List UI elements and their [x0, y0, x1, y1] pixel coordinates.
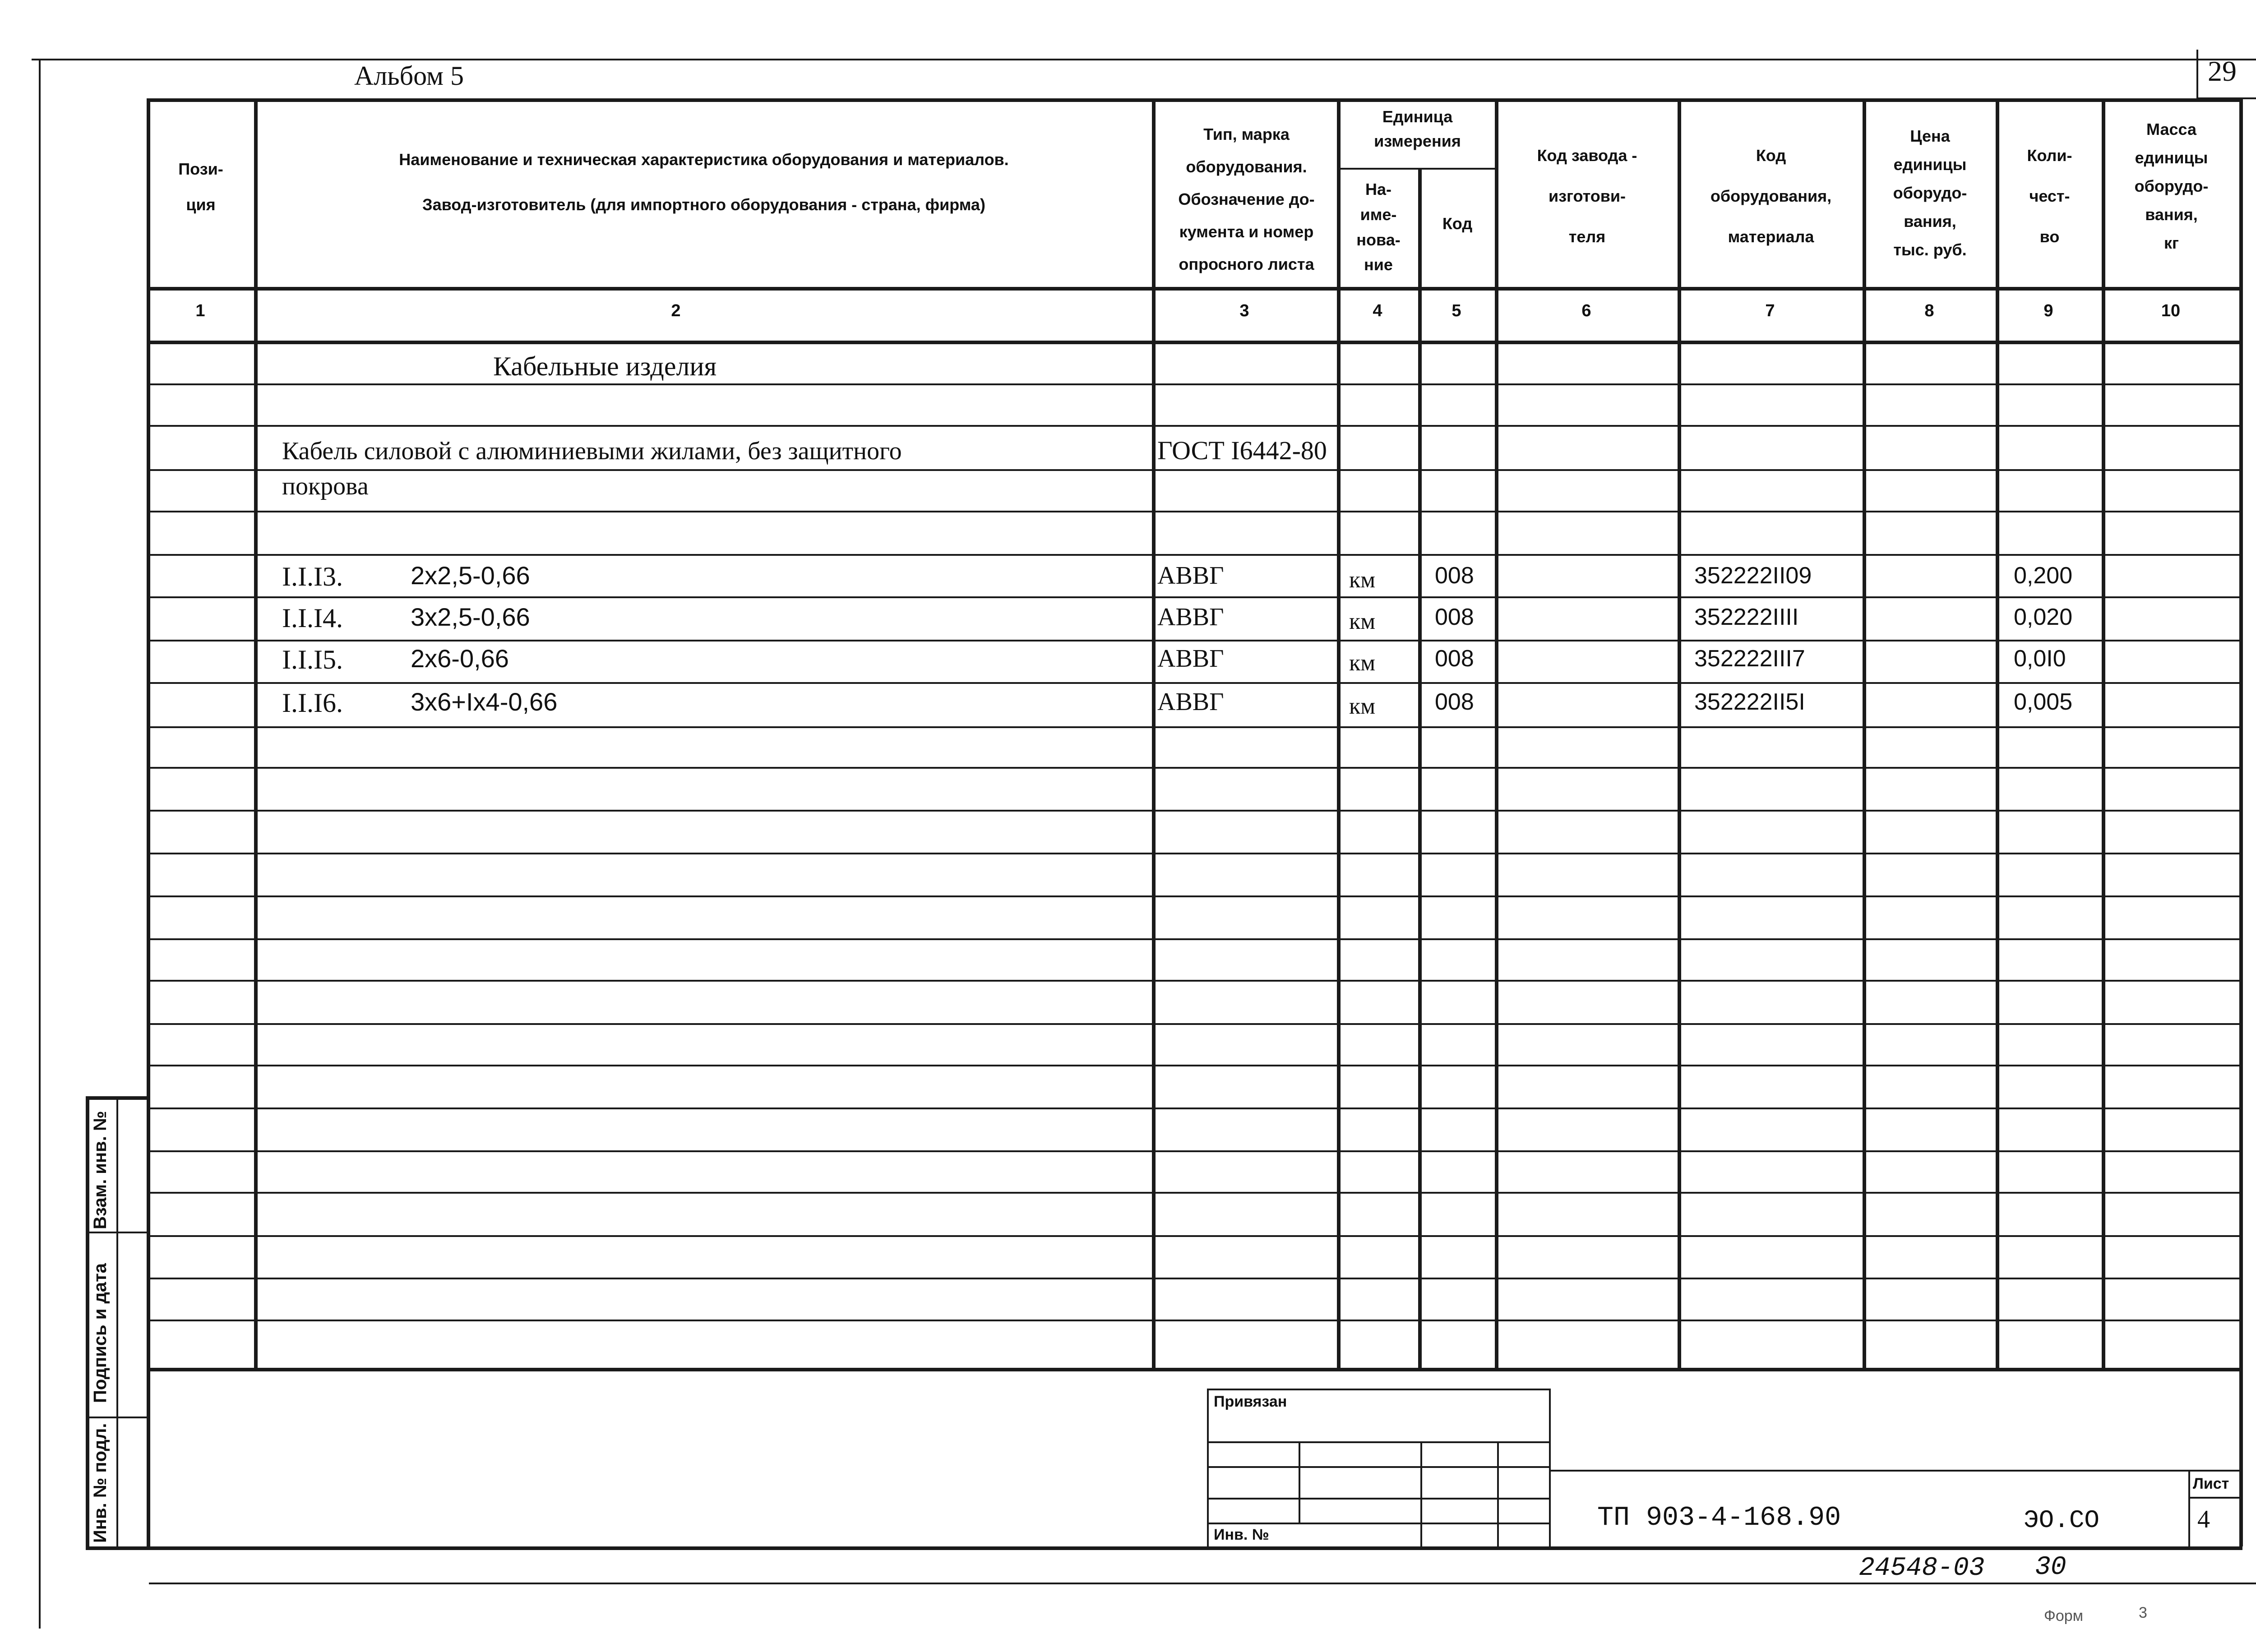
row-line-8 — [147, 726, 2240, 728]
description-line1: Кабель силовой с алюминиевыми жилами, без защитного — [282, 437, 902, 465]
row3-unit: км — [1349, 650, 1376, 676]
row1-quantity: 0,200 — [2014, 563, 2073, 589]
col-sep-7 — [1863, 98, 1866, 1368]
col-sep-9 — [2102, 98, 2105, 1368]
stamp-privyazan: Привязан — [1214, 1393, 1287, 1410]
header-plant-code: Код завода - изготови- теля — [1537, 146, 1637, 246]
colnum-3: 3 — [1239, 301, 1249, 320]
header-unit-group: Единица измерения — [1374, 107, 1461, 150]
row1-material-code: 352222II09 — [1694, 563, 1812, 589]
colnum-2: 2 — [671, 301, 681, 320]
header-type: Тип, марка оборудования. Обозначение до- кумента и номер опросного листа — [1178, 125, 1315, 273]
header-material-code: Код оборудования, материала — [1710, 146, 1832, 246]
row2-type: АВВГ — [1157, 603, 1224, 631]
row1-unit-code: 008 — [1435, 563, 1474, 589]
header-name-line2: Завод-изготовитель (для импортного оборудования - страна, фирма) — [422, 195, 985, 214]
frame-top-line — [32, 59, 2256, 60]
col-sep-0 — [147, 98, 150, 1546]
colnum-4: 4 — [1373, 301, 1382, 320]
section-code: ЭО.СО — [2024, 1506, 2100, 1535]
row-line-17 — [147, 1107, 2240, 1109]
col-sep-2 — [1152, 98, 1156, 1368]
description-standard: ГОСТ I6442-80 — [1157, 436, 1327, 465]
header-quantity: Коли- чест- во — [2027, 146, 2072, 246]
row1-designation: I.I.I3. — [282, 562, 343, 591]
row2-quantity: 0,020 — [2014, 604, 2073, 630]
row-line-13 — [147, 938, 2240, 940]
row3-material-code: 352222III7 — [1694, 646, 1805, 672]
header-price: Цена единицы оборудо- вания, тыс. руб. — [1893, 127, 1967, 259]
col-sep-6 — [1678, 98, 1681, 1368]
row3-designation: I.I.I5. — [282, 645, 343, 674]
colnum-8: 8 — [1924, 301, 1934, 320]
table-body-bottom-border — [147, 1368, 2242, 1371]
row-line-22 — [147, 1320, 2240, 1321]
row-line-2 — [147, 469, 2240, 471]
side-stamp-top — [86, 1096, 149, 1100]
colnum-5: 5 — [1452, 301, 1461, 320]
row4-designation: I.I.I6. — [282, 688, 343, 718]
section-title: Кабельные изделия — [493, 351, 717, 381]
row-line-3 — [147, 511, 2240, 512]
title-block-top — [1549, 1470, 2242, 1472]
row4-type: АВВГ — [1157, 688, 1224, 716]
row-line-11 — [147, 853, 2240, 854]
row4-material-code: 352222II5I — [1694, 689, 1805, 715]
row4-quantity: 0,005 — [2014, 689, 2073, 715]
footer-number: 24548-03 — [1859, 1554, 1985, 1583]
table-top-border — [147, 98, 2242, 102]
footer-form-label: Форм — [2044, 1607, 2084, 1624]
colnum-7: 7 — [1765, 301, 1775, 320]
stamp-inner-2 — [1420, 1441, 1422, 1546]
frame-left-line — [39, 59, 41, 1629]
row-line-4 — [147, 554, 2240, 556]
row-line-10 — [147, 810, 2240, 812]
header-unit-name: На- име- нова- ние — [1356, 180, 1401, 274]
row2-unit: км — [1349, 609, 1376, 634]
stamp-inv-no: Инв. № — [1214, 1526, 1269, 1543]
row-line-19 — [147, 1192, 2240, 1194]
side-stamp-left — [86, 1096, 89, 1547]
stamp-inner-3 — [1497, 1441, 1499, 1546]
row1-size: 2х2,5-0,66 — [411, 561, 530, 590]
album-label: Альбом 5 — [354, 61, 464, 91]
sheet-box-left — [2188, 1470, 2190, 1546]
row-line-15 — [147, 1023, 2240, 1025]
row-line-5 — [147, 596, 2240, 598]
row-line-16 — [147, 1065, 2240, 1066]
colnum-1: 1 — [195, 301, 205, 320]
header-bottom-border — [147, 287, 2242, 291]
row-line-18 — [147, 1150, 2240, 1152]
row2-material-code: 352222IIII — [1694, 604, 1799, 630]
sheet-number: 4 — [2197, 1505, 2210, 1533]
side-stamp-div2 — [86, 1417, 149, 1418]
header-unit-code: Код — [1442, 214, 1473, 233]
row4-size: 3х6+Iх4-0,66 — [411, 688, 558, 716]
row3-type: АВВГ — [1157, 645, 1224, 673]
row-line-6 — [147, 640, 2240, 641]
side-stamp-bottom — [86, 1546, 2242, 1550]
col-sep-5 — [1495, 98, 1498, 1368]
row2-size: 3х2,5-0,66 — [411, 603, 530, 631]
row2-unit-code: 008 — [1435, 604, 1474, 630]
side-stamp-div1 — [86, 1232, 149, 1233]
row-line-20 — [147, 1235, 2240, 1237]
col-sep-8 — [1996, 98, 1999, 1368]
description-line2: покрова — [282, 472, 369, 500]
colnum-9: 9 — [2043, 301, 2053, 320]
row-line-14 — [147, 980, 2240, 982]
side-label-vzam: Взам. инв. № — [90, 1111, 110, 1229]
row1-unit: км — [1349, 567, 1376, 593]
row4-unit: км — [1349, 693, 1376, 719]
side-label-podpis: Подпись и дата — [90, 1263, 110, 1403]
row1-type: АВВГ — [1157, 562, 1224, 590]
col-sep-3 — [1337, 98, 1341, 1368]
unit-group-divider — [1337, 168, 1497, 170]
row-line-9 — [147, 767, 2240, 769]
row3-size: 2х6-0,66 — [411, 644, 509, 673]
side-label-inv-podl: Инв. № подл. — [90, 1423, 110, 1543]
doc-code: ТП 903-4-168.90 — [1597, 1503, 1841, 1533]
row-line-12 — [147, 895, 2240, 897]
footer-page: 30 — [2035, 1553, 2066, 1582]
row3-unit-code: 008 — [1435, 646, 1474, 672]
page-number: 29 — [2208, 55, 2237, 87]
row-line-7 — [147, 682, 2240, 684]
sheet-box-divider — [2188, 1497, 2242, 1499]
colnum-10: 10 — [2161, 301, 2181, 320]
colnum-6: 6 — [1581, 301, 1591, 320]
side-stamp-mid — [116, 1096, 118, 1547]
stamp-top — [1207, 1389, 1550, 1390]
header-mass: Масса единицы оборудо- вания, кг — [2134, 120, 2209, 252]
col-sep-10 — [2239, 98, 2243, 1546]
row2-designation: I.I.I4. — [282, 603, 343, 633]
footer-form-number: 3 — [2139, 1604, 2147, 1621]
page-number-box-left — [2196, 50, 2198, 99]
row-line-1 — [147, 425, 2240, 427]
header-position: Пози- ция — [178, 160, 223, 214]
row-line-0 — [147, 383, 2240, 385]
stamp-inner-1 — [1299, 1441, 1300, 1523]
header-name-line1: Наименование и техническая характеристика оборудования и материалов. — [399, 150, 1009, 169]
col-sep-1 — [254, 98, 258, 1368]
row3-quantity: 0,0I0 — [2014, 646, 2066, 672]
row-line-21 — [147, 1278, 2240, 1279]
row4-unit-code: 008 — [1435, 689, 1474, 715]
sheet-label: Лист — [2193, 1475, 2229, 1492]
colnum-bottom-border — [147, 341, 2242, 344]
